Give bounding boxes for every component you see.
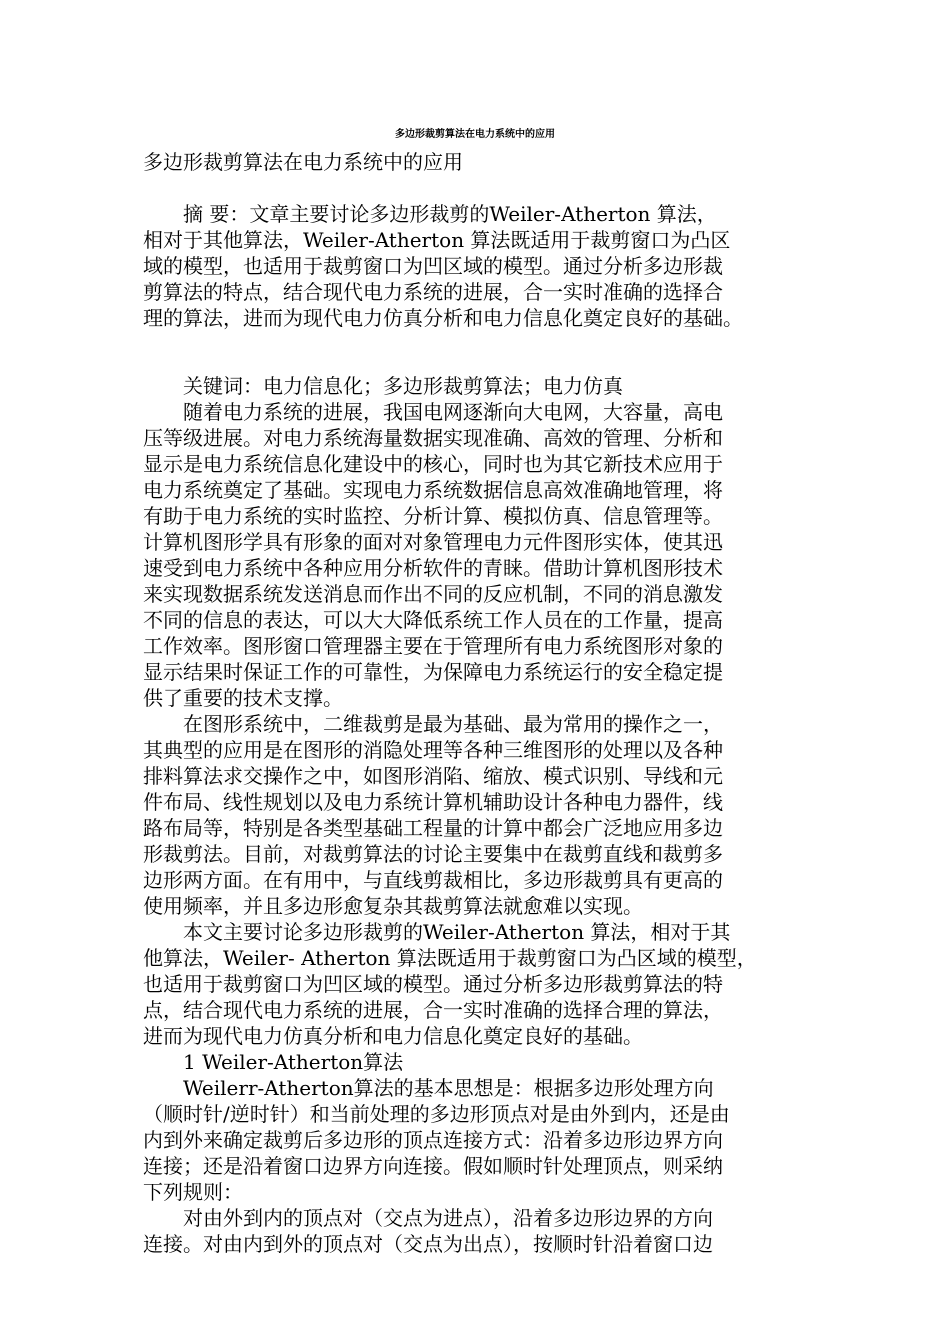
body-line: 也适用于裁剪窗口为凹区域的模型。通过分析多边形裁剪算法的特 — [143, 972, 723, 996]
subtitle-line: 多边形裁剪算法在电力系统中的应用 — [143, 150, 463, 174]
body-line: 使用频率，并且多边形愈复杂其裁剪算法就愈难以实现。 — [143, 894, 643, 918]
body-line: 下列规则： — [143, 1180, 243, 1204]
body-line: 进而为现代电力仿真分析和电力信息化奠定良好的基础。 — [143, 1024, 643, 1048]
body-line: 不同的信息的表达，可以大大降低系统工作人员在的工作量，提高 — [143, 608, 723, 632]
body-line: 形裁剪法。目前，对裁剪算法的讨论主要集中在裁剪直线和裁剪多 — [143, 842, 723, 866]
abstract-line: 摘 要：文章主要讨论多边形裁剪的Weiler-Atherton 算法， — [143, 202, 717, 226]
body-line: 计算机图形学具有形象的面对对象管理电力元件图形实体，使其迅 — [143, 530, 723, 554]
body-line: 显示是电力系统信息化建设中的核心，同时也为其它新技术应用于 — [143, 452, 723, 476]
abstract-line: 剪算法的特点，结合现代电力系统的进展，合一实时准确的选择合 — [143, 280, 723, 304]
body-line: 来实现数据系统发送消息而作出不同的反应机制，不同的消息激发 — [143, 582, 723, 606]
body-line: 随着电力系统的进展，我国电网逐渐向大电网，大容量，高电 — [143, 400, 723, 424]
body-line: 有助于电力系统的实时监控、分析计算、模拟仿真、信息管理等。 — [143, 504, 723, 528]
body-line: 本文主要讨论多边形裁剪的Weiler-Atherton 算法，相对于其 — [143, 920, 731, 944]
body-line: 电力系统奠定了基础。实现电力系统数据信息高效准确地管理，将 — [143, 478, 723, 502]
body-line: 件布局、线性规划以及电力系统计算机辅助设计各种电力器件，线 — [143, 790, 723, 814]
body-line: 点，结合现代电力系统的进展，合一实时准确的选择合理的算法， — [143, 998, 723, 1022]
body-line: 路布局等，特别是各类型基础工程量的计算中都会广泛地应用多边 — [143, 816, 723, 840]
body-line: 排料算法求交操作之中，如图形消陷、缩放、模式识别、导线和元 — [143, 764, 723, 788]
body-line: 在图形系统中，二维裁剪是最为基础、最为常用的操作之一， — [143, 712, 723, 736]
body-line: 连接。对由内到外的顶点对（交点为出点），按顺时针沿着窗口边 — [143, 1232, 713, 1256]
abstract-line: 域的模型，也适用于裁剪窗口为凹区域的模型。通过分析多边形裁 — [143, 254, 723, 278]
body-line: 工作效率。图形窗口管理器主要在于管理所有电力系统图形对象的 — [143, 634, 723, 658]
body-line: 显示结果时保证工作的可靠性，为保障电力系统运行的安全稳定提 — [143, 660, 723, 684]
document-title: 多边形裁剪算法在电力系统中的应用 — [395, 129, 555, 140]
body-line: Weilerr-Atherton算法的基本思想是：根据多边形处理方向 — [143, 1076, 714, 1100]
body-line: 对由外到内的顶点对（交点为进点），沿着多边形边界的方向 — [143, 1206, 713, 1230]
abstract-line: 理的算法，进而为现代电力仿真分析和电力信息化奠定良好的基础。 — [143, 306, 743, 330]
body-line: 速受到电力系统中各种应用分析软件的青睐。借助计算机图形技术 — [143, 556, 723, 580]
section-heading: 1 Weiler-Atherton算法 — [143, 1050, 404, 1074]
body-line: 连接；还是沿着窗口边界方向连接。假如顺时针处理顶点，则采纳 — [143, 1154, 723, 1178]
body-line: 供了重要的技术支撑。 — [143, 686, 343, 710]
keywords-line: 关键词：电力信息化；多边形裁剪算法；电力仿真 — [143, 374, 623, 398]
body-line: 压等级进展。对电力系统海量数据实现准确、高效的管理、分析和 — [143, 426, 723, 450]
abstract-line: 相对于其他算法，Weiler-Atherton 算法既适用于裁剪窗口为凸区 — [143, 228, 731, 252]
body-line: 内到外来确定裁剪后多边形的顶点连接方式：沿着多边形边界方向 — [143, 1128, 723, 1152]
body-line: 其典型的应用是在图形的消隐处理等各种三维图形的处理以及各种 — [143, 738, 723, 762]
body-line: （顺时针/逆时针）和当前处理的多边形顶点对是由外到内，还是由 — [143, 1102, 730, 1126]
body-line: 他算法，Weiler- Atherton 算法既适用于裁剪窗口为凸区域的模型， — [143, 946, 757, 970]
body-line: 边形两方面。在有用中，与直线剪裁相比，多边形裁剪具有更高的 — [143, 868, 723, 892]
